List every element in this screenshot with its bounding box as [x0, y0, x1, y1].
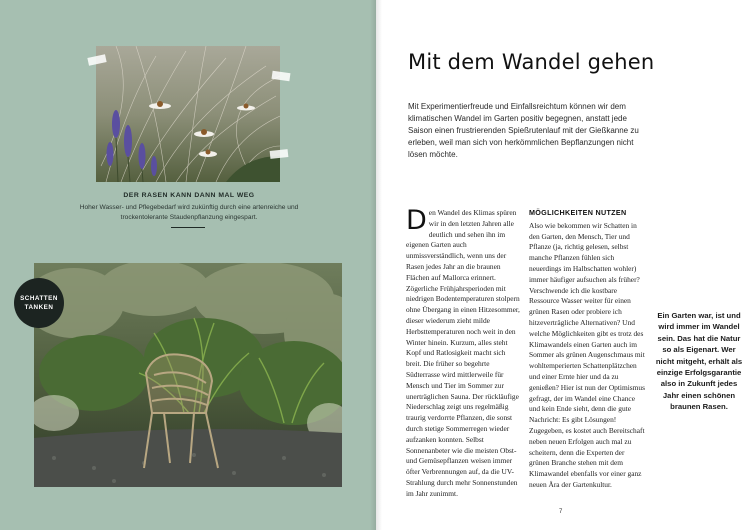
page-headline: Mit dem Wandel gehen: [408, 50, 655, 74]
column-1-text: en Wandel des Klimas spüren wir in den letzten Jahren alle deutlich und sehen ihn im eigenen Garten auch unmissverständlich, wenn uns der Rasen jedes Jahr an die braunen Flächen auf Mallorca erinnert. Zögerliche Frühjahrsperioden mit niedrigen Bodentemperaturen stolpern ohne Übergang in einen Hitzesommer, dieser wiederum zieht milde Herbsttemperaturen noch weit in den Winter hinein. Kurzum, alles steht Kopf und Ratlosigkeit macht sich breit. Die früher so begehrte Südterrasse wird mittlerweile für Mensch und Tier im Sommer zur unerträglichen Sauna. Der rückläufige Niederschlag zeigt uns regelmäßig traurig verdorrte Pflanzen, die sonst durch stetige Sommerregen wieder aufzanken konnten. Selbst Sonnenanbeter wie die meisten Obst- und Gemüsepflanzen weisen immer öfter Verbrennungen auf, da die UV-Strahlung durch mehr Sonnenstunden im Jahr zunimmt.: [406, 208, 520, 498]
section-badge: [14, 278, 64, 328]
page-number: 7: [559, 509, 563, 515]
bottom-photo: [34, 263, 342, 487]
intro-paragraph: Mit Experimentierfreude und Einfallsreichtum können wir dem klimatischen Wandel im Garten positiv begegnen, anstatt jede Saison einen frustrierenden Spießrutenlauf mit der Gießkanne zu erleben, weil man sich von herkömmlichen Bepflanzungen nicht lösen möchte.: [408, 102, 639, 160]
text-column-1: [406, 205, 522, 500]
pull-quote: Ein Garten war, ist und wird immer im Wandel sein. Das hat die Natur so als Eigenart. Wer nicht mitgeht, erhält als einzige Erfolgsgarantie also in Zukunft jedes Jahr einen schönen braunen Rasen.: [655, 311, 743, 412]
book-gutter: [370, 0, 382, 530]
column-2-text: Also wie bekommen wir Schatten in den Garten, den Mensch, Tier und Pflanze (ja, richtig gelesen, selbst manche Pflanzen fühlen sich neuerdings im Halbschatten wohler) immer häufiger aufsuchen als früher? Verschwende ich die kostbare Ressource Wasser weiter für einen grünen Rasen oder probiere ich hitzeverträgliche Alternativen? Und welche Möglichkeiten gibt es trotz des Klimawandels einen Garten auch im Sommer als grünen Augenschmaus mit wohltemperierten Schattenplätzchen und einer Ernte hier und da zu genießen? Hier ist nun der Optimismus gefragt, der im Wandel eine Chance und kein Ende sieht, denn die gute Nachricht: Es gibt Lösungen! Zugegeben, es kostet auch Bereitschaft neben neuen Erfolgen auch mal zu scheitern, denn die Experten der grünen Branche stehen mit dem Klimawandel ebenfalls vor einer ganz neuen Ära der Gartenkultur.: [529, 220, 645, 489]
badge-line-1: SCHATTEN: [20, 295, 58, 302]
caption-title: DER RASEN KANN DANN MAL WEG: [123, 192, 255, 199]
section-subheading: MÖGLICHKEITEN NUTZEN: [529, 208, 627, 217]
top-photo: [96, 46, 280, 182]
drop-cap: D: [406, 205, 427, 236]
caption-text: Hoher Wasser- und Pflegebedarf wird zukünftig durch eine artenreiche und trockentolerante Staudenpflanzung eingespart.: [79, 204, 299, 221]
text-column-2: [529, 208, 645, 491]
badge-line-2: TANKEN: [24, 304, 54, 311]
caption-divider: [171, 227, 205, 228]
photo-caption: [60, 192, 318, 223]
